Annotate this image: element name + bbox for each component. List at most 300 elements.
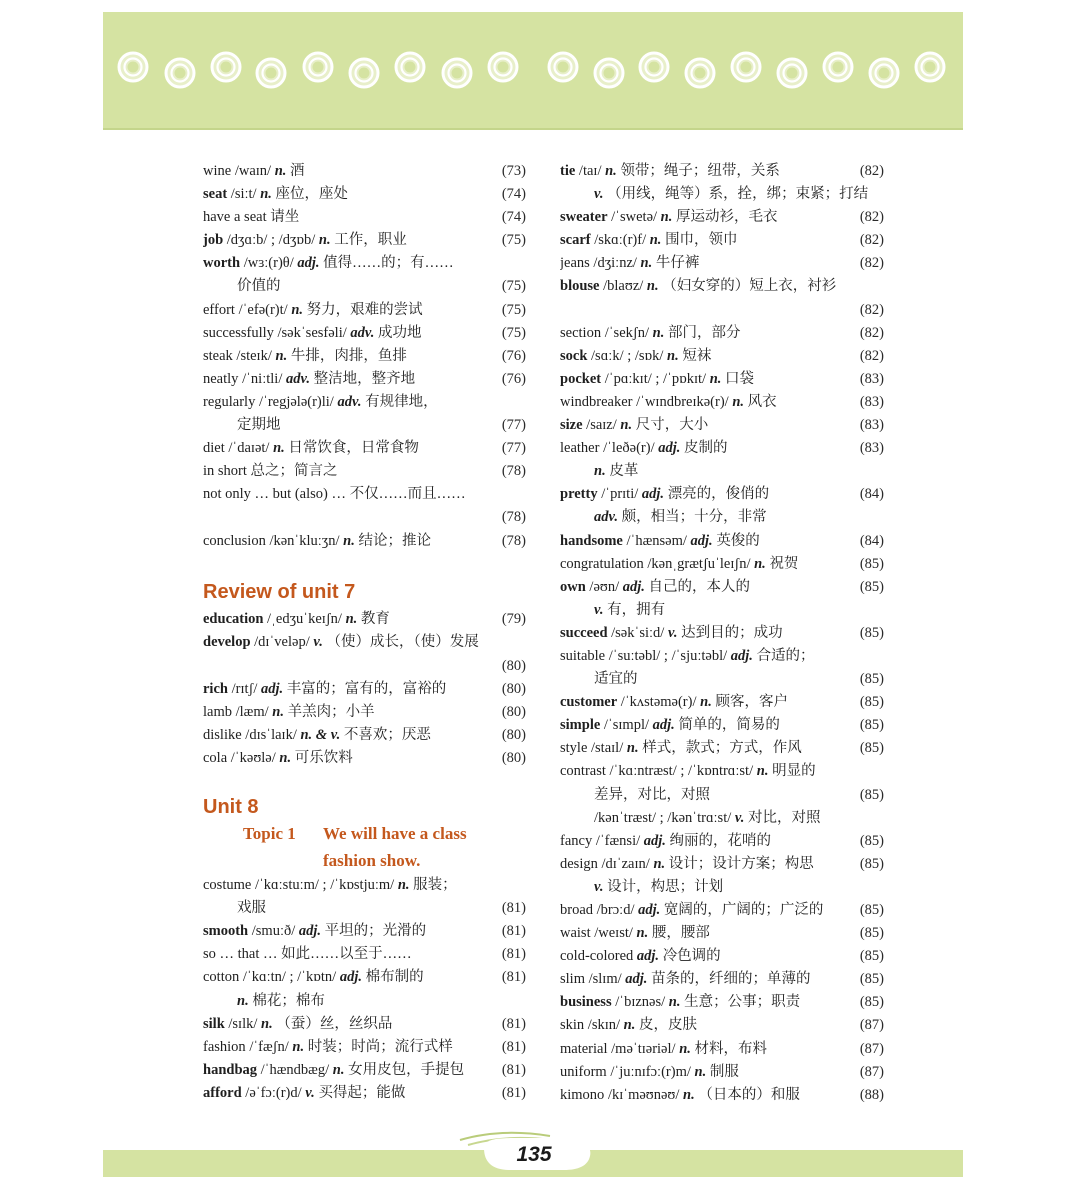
headword: silk [203,1015,225,1032]
phonetic: /dɪsˈlaɪk/ [245,726,297,743]
definition: 苗条的，纤细的；单薄的 [651,971,811,988]
vocab-line [560,691,884,714]
part-of-speech: v. [667,624,678,641]
definition: 差异，对比，对照 [594,786,710,803]
definition: 尺寸，大小 [635,417,709,434]
definition: 明显的 [772,763,816,780]
part-of-speech: adj. [297,255,320,272]
ring-icon [824,53,852,81]
definition: 不喜欢；厌恶 [343,726,431,743]
page-reference: (85) [859,624,884,641]
headword: section [560,324,602,341]
vocab-line [560,252,884,275]
definition: 工作，职业 [334,232,407,249]
phonetic: /ˈhændbæg/ [260,1061,330,1078]
phonetic: /ˈwɪndbreɪkə(r)/ [636,393,729,410]
vocab-line [203,322,526,345]
vocab-line [560,645,884,668]
definition: 努力，艰难的尝试 [306,301,423,318]
definition: 口袋 [725,370,755,387]
definition: 适宜的 [594,671,638,688]
phonetic: /ˈefə(r)t/ [238,301,288,318]
definition: 制服 [709,1063,739,1080]
vocab-line [560,714,884,737]
phonetic: /kənˈtræst/ ; /kənˈtrɑːst/ [594,809,732,826]
part-of-speech: n. [646,278,659,295]
vocab-line [203,1013,526,1036]
definition: 价值的 [237,278,281,295]
definition: 棉花；棉布 [252,992,325,1009]
headword: steak [203,347,233,364]
entry-text [560,945,856,968]
vocab-line [560,368,884,391]
definition: 定期地 [237,417,281,434]
vocab-line [560,1014,884,1037]
part-of-speech: adv. [337,393,362,410]
definition: 服装； [413,877,457,894]
definition: 颇，相当；十分，非常 [621,509,767,526]
part-of-speech: adj. [625,971,648,988]
headword: material [560,1040,608,1057]
page-reference: (74) [501,209,526,226]
definition: 成功地 [378,324,422,341]
entry-text [203,747,498,770]
entry-text [203,391,526,414]
definition: 顾客，客户 [715,694,788,711]
page-reference: (82) [859,324,884,341]
entry-text [203,160,498,183]
definition: 样式，款式；方式，作风 [642,740,802,757]
part-of-speech: n. [709,370,722,387]
page-reference: (85) [859,740,884,757]
vocab-line [203,229,526,252]
page-reference: (81) [501,1061,526,1078]
entry-text [560,1084,856,1107]
review-heading: Review of unit 7 [203,580,356,603]
vocab-line [560,414,884,437]
headword: wine [203,163,232,179]
entry-text [203,483,526,506]
definition: 牛排，肉排，鱼排 [290,347,407,364]
header-band [103,12,963,130]
phonetic: /ˈprɪti/ [601,486,639,503]
headword: congratulation [560,555,644,572]
phonetic: /weɪst/ [594,925,633,942]
phonetic: /əʊn/ [589,578,620,595]
vocab-line [203,506,526,529]
entry-text [560,807,884,830]
headword: blouse [560,278,600,295]
page-reference: (85) [859,832,884,849]
page-reference: (85) [859,671,884,688]
vocab-line [203,897,526,920]
definition: 不仅……而且…… [349,486,466,503]
vocab-line [203,368,526,391]
part-of-speech: adj. [261,680,284,697]
definition: 女用皮包，手提包 [348,1061,465,1078]
page-reference: (78) [501,463,526,480]
headword: succeed [560,624,608,641]
part-of-speech: n. [732,393,745,410]
part-of-speech: n. [332,1061,345,1078]
vocab-line [560,530,884,553]
vocab-line [560,830,884,853]
page-reference: (83) [859,370,884,387]
phonetic: /waɪn/ [234,163,272,179]
entry-text [560,414,856,437]
entry-text [203,966,498,989]
phonetic: /səkˈsesfəli/ [277,324,347,341]
part-of-speech: n. [700,694,712,711]
entry-text [560,252,856,275]
phonetic: /kənˈkluːʒn/ [269,532,340,549]
left-column [203,160,526,1105]
definition: 自己的，本人的 [648,578,751,595]
page-reference: (75) [501,324,526,341]
entry-text [560,691,856,714]
vocab-line [560,1038,884,1061]
page-reference: (81) [501,900,526,917]
headword: rich [203,680,228,697]
definition: 对比，对照 [748,809,821,826]
definition: 绚丽的，花哨的 [669,832,772,849]
definition: 围巾，领巾 [665,232,738,249]
phonetic: /ˈfænsi/ [595,832,641,849]
part-of-speech: n. [653,855,666,872]
headword: design [560,855,598,872]
headword: waist [560,925,591,942]
phonetic: /əˈfɔː(r)d/ [245,1084,302,1101]
phonetic: /ˈkɑːtn/ ; /ˈkɒtn/ [242,969,337,986]
page-reference: (82) [859,209,884,226]
headword: windbreaker [560,393,633,410]
definition: 设计；设计方案；构思 [668,855,814,872]
vocab-line [560,1061,884,1084]
part-of-speech: n. [345,611,358,628]
headword: costume [203,877,252,894]
definition: （日本的）和服 [698,1086,800,1103]
vocab-line [203,183,526,206]
page-number: 135 [516,1143,552,1166]
phonetic: /saɪz/ [586,417,617,434]
vocab-line [560,483,884,506]
headword: seat [203,186,228,203]
ring-icon [778,59,806,87]
part-of-speech: n. [318,232,331,249]
page-reference: (80) [501,657,526,674]
headword: job [203,232,224,249]
vocab-line [203,724,526,747]
phonetic: /wɜː(r)θ/ [243,255,294,272]
page-reference: (75) [501,301,526,318]
phonetic: /ˈkʌstəmə(r)/ [620,694,697,711]
entry-text [560,622,856,645]
phonetic: /dʒɑːb/ ; /dʒɒb/ [226,232,316,249]
phonetic: /ˈniːtli/ [242,370,283,387]
page-reference: (85) [859,555,884,572]
page-reference: (84) [859,532,884,549]
entry-text [560,1038,856,1061]
definition: 丰富的；富有的，富裕的 [286,680,447,697]
entry-text [560,368,856,391]
headword: style [560,740,588,757]
vocab-line [560,784,884,807]
part-of-speech: n. [594,463,606,480]
page-reference: (85) [859,717,884,734]
phonetic: /dɪˈveləp/ [254,634,310,651]
topic-title-line: fashion show. [323,850,421,870]
headword: regularly [203,393,256,410]
phonetic: /ˈdaɪət/ [228,440,270,457]
topic-heading [203,821,526,848]
part-of-speech: n. [237,992,249,1009]
vocab-line [203,206,526,229]
vocab-line [203,701,526,724]
ring-icon [396,53,424,81]
entry-text [560,322,856,345]
headword: contrast [560,763,606,780]
phonetic: /sɪlk/ [228,1015,258,1032]
headword: have a seat [203,209,267,226]
phonetic: /məˈtɪəriəl/ [611,1040,676,1057]
entry-text [560,645,884,668]
headword: pretty [560,486,598,503]
vocab-line [203,483,526,506]
part-of-speech: n. [640,255,653,272]
definition: 风衣 [747,393,777,410]
ring-icon [595,59,623,87]
entry-text [203,1059,498,1082]
part-of-speech: adj. [658,440,681,457]
definition: 可乐饮料 [294,749,353,766]
entry-text [203,206,498,229]
page-reference: (85) [859,902,884,918]
phonetic: /sɑːk/ ; /sɒk/ [591,347,664,364]
vocab-line [560,622,884,645]
vocab-line [560,807,884,830]
headword: neatly [203,370,239,387]
headword: dislike [203,726,242,743]
page-reference: (83) [859,393,884,410]
entry-text [560,275,884,298]
definition: 座位，座处 [275,186,349,203]
definition: 达到目的；成功 [681,624,783,641]
page-reference: (81) [501,1084,526,1101]
page-reference: (80) [501,703,526,720]
entry-text [203,414,498,437]
phonetic: /ˈkəʊlə/ [230,749,276,766]
definition: 材料，布料 [694,1040,768,1057]
vocab-line [203,1036,526,1059]
part-of-speech: adj. [622,578,645,595]
definition: 值得……的；有…… [323,255,454,272]
entry-text [560,668,856,691]
vocab-line [560,460,884,483]
entry-text [203,701,498,724]
vocab-line [203,966,526,989]
vocab-line [560,922,884,945]
entry-text [203,437,498,460]
part-of-speech: n. [667,347,679,364]
vocab-line [560,345,884,368]
headword: own [560,578,586,595]
page-reference: (82) [859,347,884,364]
entry-text [560,922,856,945]
vocab-line [560,506,884,529]
entry-text [203,275,498,298]
page-reference: (82) [859,232,884,249]
headword: smooth [203,923,249,940]
headword: slim [560,971,585,988]
vocab-line [560,968,884,991]
part-of-speech: adj. [652,717,675,734]
phonetic: /steɪk/ [236,347,272,364]
definition: 牛仔裤 [655,255,700,272]
headword: leather [560,440,600,457]
ring-icon [350,59,378,87]
entry-text [560,599,884,622]
vocab-line [560,876,884,899]
headword: worth [203,255,241,272]
entry-text [560,183,884,206]
ring-row [103,12,963,128]
headword: effort [203,301,235,318]
vocab-line [203,920,526,943]
entry-text [203,990,526,1013]
definition: 有，拥有 [607,601,666,618]
page-reference: (76) [501,347,526,364]
definition: 有规律地， [365,393,438,410]
entry-text [203,530,498,553]
part-of-speech: adj. [643,832,666,849]
definition: 总之；简言之 [250,463,338,480]
definition: 祝贺 [769,555,799,572]
vocab-line [203,608,526,631]
page-reference: (81) [501,1015,526,1032]
headword: scarf [560,232,591,249]
ring-icon [212,53,240,81]
part-of-speech: n. [260,186,272,203]
part-of-speech: n. [291,301,304,318]
ring-icon [304,53,332,81]
topic-title-line: We will have a class [323,824,467,844]
headword: lamb [203,703,232,720]
vocab-line [560,576,884,599]
page-reference: (81) [501,946,526,963]
part-of-speech: n. [605,163,617,179]
part-of-speech: n. [683,1086,695,1103]
vocab-line [203,874,526,897]
vocab-line [560,599,884,622]
entry-text [560,853,856,876]
vocab-line [560,853,884,876]
entry-text [560,160,856,183]
definition: 短袜 [682,347,712,364]
vocab-line [560,275,884,298]
headword: cola [203,749,228,766]
definition: 合适的； [756,647,815,664]
vocab-line [203,437,526,460]
phonetic: /ˈkɑːstuːm/ ; /ˈkɒstjuːm/ [254,877,395,894]
part-of-speech: n. [649,232,662,249]
entry-text [203,874,526,897]
entry-text [560,991,856,1014]
headword: develop [203,634,251,651]
page-reference: (85) [859,694,884,711]
page-reference: (80) [501,726,526,743]
page-reference: (83) [859,440,884,457]
ring-icon [443,59,471,87]
headword: fashion [203,1038,246,1055]
phonetic: /staɪl/ [591,740,624,757]
phonetic: /ˈkɑːntræst/ ; /ˈkɒntrɑːst/ [609,763,754,780]
headword: suitable [560,647,606,664]
entry-text [203,299,498,322]
headword: fancy [560,832,593,849]
headword: sock [560,347,588,364]
part-of-speech: n. [274,163,287,179]
part-of-speech: n. [279,749,292,766]
page-reference: (85) [859,855,884,872]
entry-text [203,943,498,966]
vocab-line [203,252,526,275]
phonetic: /dʒiːnz/ [593,255,637,272]
headword: cotton [203,969,240,986]
entry-text [560,576,856,599]
entry-text [560,530,856,553]
vocab-line [560,322,884,345]
page-reference: (87) [859,1040,884,1057]
right-column [560,160,884,1107]
part-of-speech: n. [756,763,769,780]
definition: 简单的，简易的 [678,717,780,734]
part-of-speech: n. [272,703,284,720]
part-of-speech: v. [594,186,604,203]
phonetic: /ˈjuːnɪfɔː(r)m/ [610,1063,691,1080]
definition: 酒 [290,163,305,179]
phonetic: /kənˌgrætʃuˈleɪʃn/ [647,555,751,572]
ring-icon [916,53,944,81]
vocab-line [203,460,526,483]
headword: uniform [560,1063,607,1080]
page-reference: (80) [501,749,526,766]
ring-icon [640,53,668,81]
entry-text [560,553,856,576]
definition: 买得起；能做 [318,1084,406,1101]
entry-text [203,345,498,368]
vocab-line [560,183,884,206]
ring-icon [732,53,760,81]
definition: 领带；绳子；纽带，关系 [620,163,780,179]
part-of-speech: n. [620,417,633,434]
page-reference: (78) [501,532,526,549]
definition: 冷色调的 [662,948,721,965]
part-of-speech: n. [668,994,681,1011]
part-of-speech: adj. [636,948,660,965]
vocab-list [203,608,526,770]
page-reference: (82) [859,255,884,272]
entry-text [203,608,498,631]
definition: 整洁地，整齐地 [313,370,416,387]
phonetic: /ˈsekʃn/ [604,324,649,341]
vocab-list [560,160,884,1107]
definition: 请坐 [270,209,300,226]
part-of-speech: n. [636,925,649,942]
vocab-line [560,299,884,322]
entry-text [560,876,884,899]
page-reference: (85) [859,786,884,803]
entry-text [560,229,856,252]
